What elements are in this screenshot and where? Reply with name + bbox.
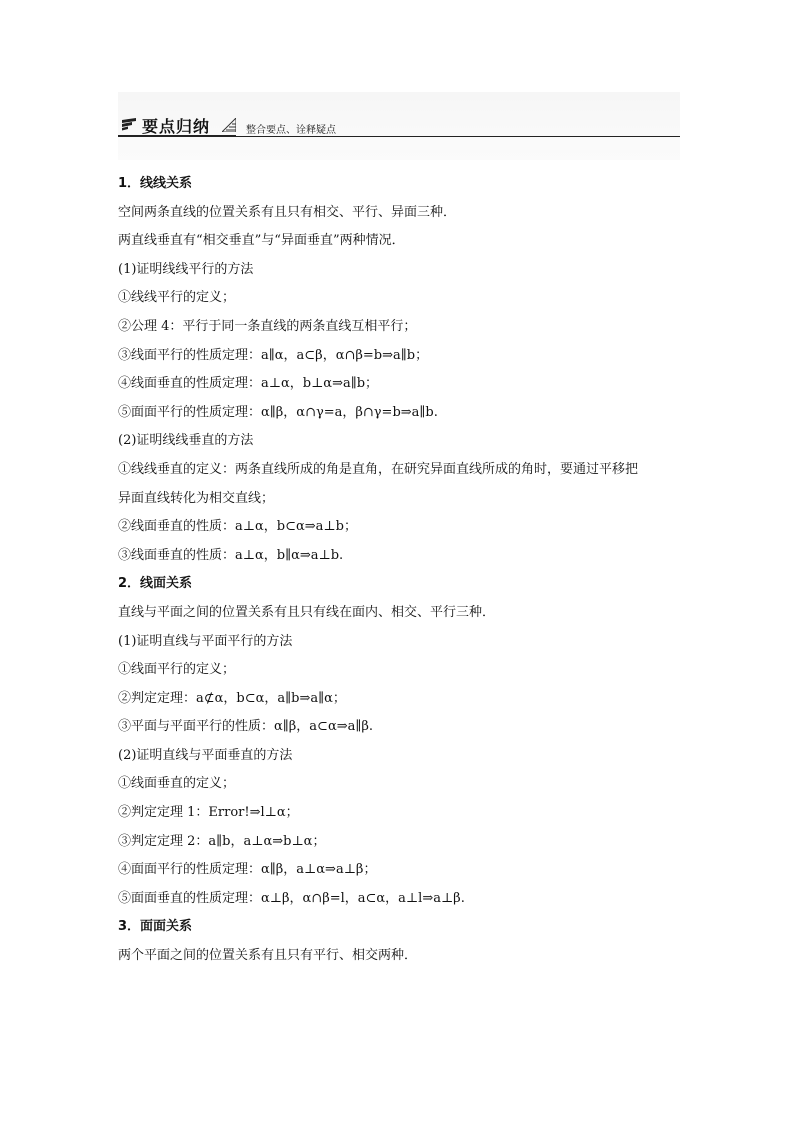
text-line: ②公理 4：平行于同一条直线的两条直线互相平行；	[118, 318, 417, 334]
text-line: (2)证明直线与平面垂直的方法	[118, 747, 293, 763]
section-flag-icon	[122, 118, 136, 132]
text-line: 异面直线转化为相交直线；	[118, 490, 275, 506]
section-heading: 3．面面关系	[118, 919, 193, 935]
text-line: 两个平面之间的位置关系有且只有平行、相交两种．	[118, 948, 418, 964]
text-line: ②判定定理 1：Error!⇒l⊥α；	[118, 805, 299, 821]
text-line: ④面面平行的性质定理：α∥β，a⊥α⇒a⊥β；	[118, 862, 377, 878]
section-heading: 2．线面关系	[118, 576, 193, 592]
text-line: ③判定定理 2：a∥b，a⊥α⇒b⊥α；	[118, 833, 326, 849]
text-line: ②判定定理：a⊄α，b⊂α，a∥b⇒a∥α；	[118, 690, 346, 706]
text-line: ①线面平行的定义；	[118, 662, 236, 678]
text-line: 直线与平面之间的位置关系有且只有线在面内、相交、平行三种．	[118, 604, 496, 620]
text-line: ①线线平行的定义；	[118, 290, 236, 306]
section-subtitle: 整合要点、诠释疑点	[246, 125, 336, 136]
text-line: (1)证明直线与平面平行的方法	[118, 633, 293, 649]
text-line: ②线面垂直的性质：a⊥α，b⊂α⇒a⊥b；	[118, 519, 357, 535]
text-line: (1)证明线线平行的方法	[118, 261, 254, 277]
text-line: ⑤面面垂直的性质定理：α⊥β，α∩β=l，a⊂α，a⊥l⇒a⊥β.	[118, 890, 465, 906]
document-body	[118, 170, 688, 971]
text-line: 两直线垂直有“相交垂直”与“异面垂直”两种情况．	[118, 233, 405, 249]
text-line: ③平面与平面平行的性质：α∥β，a⊂α⇒a∥β.	[118, 719, 374, 735]
text-line: ⑤面面平行的性质定理：α∥β，α∩γ=a，β∩γ=b⇒a∥b.	[118, 404, 438, 420]
header-divider-line	[236, 136, 680, 137]
text-line: ①线面垂直的定义；	[118, 776, 236, 792]
text-line: (2)证明线线垂直的方法	[118, 433, 254, 449]
text-line: ①线线垂直的定义：两条直线所成的角是直角，在研究异面直线所成的角时，要通过平移把	[118, 461, 639, 477]
text-line: ③线面垂直的性质：a⊥α，b∥α⇒a⊥b.	[118, 547, 344, 563]
section-triangle-icon	[222, 118, 236, 132]
text-line: ③线面平行的性质定理：a∥α，a⊂β，α∩β=b⇒a∥b；	[118, 347, 429, 363]
section-heading: 1．线线关系	[118, 176, 193, 191]
text-line: 空间两条直线的位置关系有且只有相交、平行、异面三种．	[118, 204, 457, 220]
text-line: ④线面垂直的性质定理：a⊥α，b⊥α⇒a∥b；	[118, 376, 379, 392]
section-title: 要点归纳	[142, 117, 211, 136]
